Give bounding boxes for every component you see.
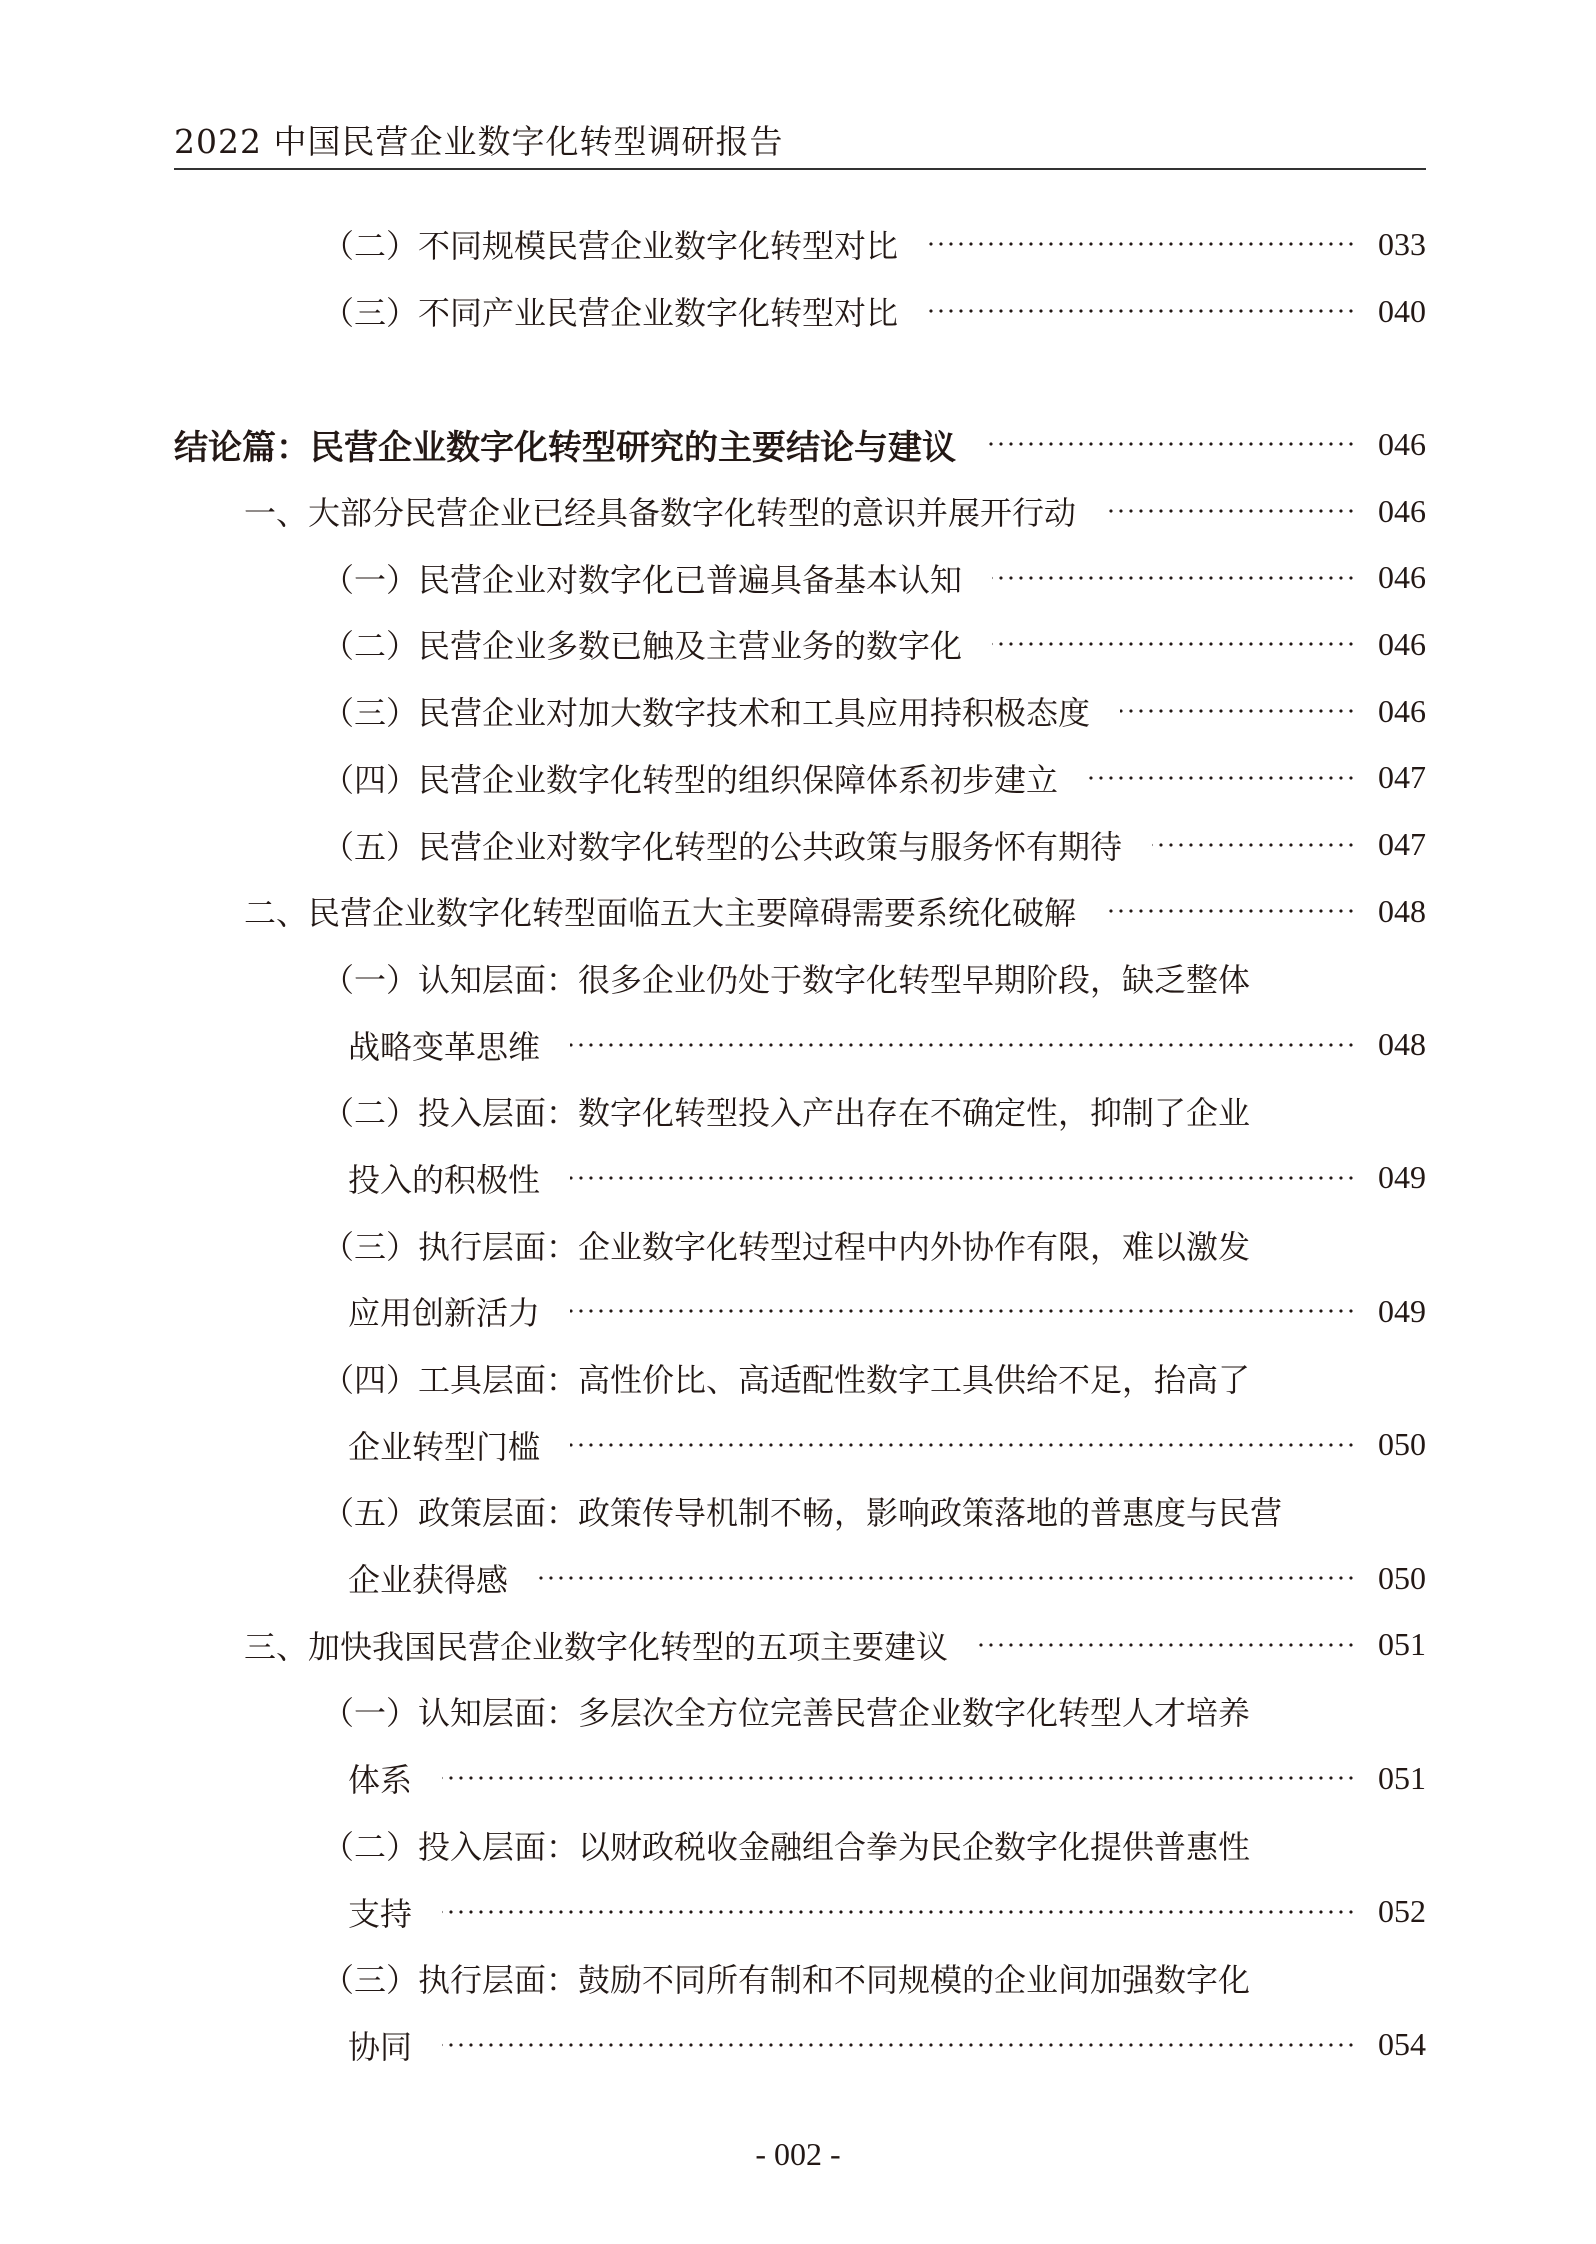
toc-page-number: 051 (1378, 1626, 1426, 1663)
toc-page-number: 033 (1378, 225, 1426, 262)
toc-subsection-entry[interactable] (174, 1211, 1426, 1344)
toc-entry-title: 结论篇：民营企业数字化转型研究的主要结论与建议 (174, 427, 956, 468)
toc-page-number: 048 (1378, 1026, 1426, 1063)
page-number: - 002 - (755, 2136, 841, 2172)
toc-subsection-entry[interactable] (174, 1345, 1426, 1478)
toc-section-entry[interactable] (174, 1611, 1426, 1678)
dot-leader (1120, 708, 1356, 714)
dot-leader (570, 1308, 1356, 1314)
toc-section-entry[interactable] (174, 878, 1426, 945)
dot-leader (992, 575, 1356, 581)
dot-leader (538, 1575, 1356, 1581)
toc-entry-title: 二、民营企业数字化转型面临五大主要障碍需要系统化破解 (244, 894, 1077, 933)
toc-entry-title: （三）执行层面：企业数字化转型过程中内外协作有限，难以激发 (322, 1227, 1251, 1266)
toc-page-number: 047 (1378, 759, 1426, 796)
toc-subsection-entry[interactable] (174, 278, 1426, 345)
toc-subsection-entry[interactable] (174, 1678, 1426, 1811)
toc-entry-title: （三）执行层面：鼓励不同所有制和不同规模的企业间加强数字化 (322, 1961, 1251, 2000)
dot-leader (1152, 842, 1356, 848)
toc-entry-title: （二）投入层面：数字化转型投入产出存在不确定性，抑制了企业 (322, 1094, 1251, 1133)
dot-leader (442, 2042, 1356, 2048)
table-of-contents (174, 211, 1426, 2078)
dot-leader (570, 1175, 1356, 1181)
running-header: 2022 中国民营企业数字化转型调研报告 (174, 122, 784, 161)
toc-page-number: 046 (1378, 492, 1426, 529)
toc-subsection-entry[interactable] (174, 211, 1426, 278)
toc-entry-title: 三、加快我国民营企业数字化转型的五项主要建议 (244, 1627, 949, 1666)
toc-subsection-entry[interactable] (174, 811, 1426, 878)
toc-page-number: 047 (1378, 826, 1426, 863)
toc-entry-title: 应用创新活力 (348, 1294, 541, 1333)
toc-subsection-entry[interactable] (174, 945, 1426, 1078)
dot-leader (978, 1642, 1356, 1648)
toc-entry-title: 企业转型门槛 (348, 1427, 541, 1466)
dot-leader (928, 308, 1356, 314)
toc-entry-title: （三）民营企业对加大数字技术和工具应用持积极态度 (322, 694, 1091, 733)
toc-entry-title: 战略变革思维 (348, 1027, 541, 1066)
toc-subsection-entry[interactable] (174, 1078, 1426, 1211)
dot-leader (1088, 775, 1356, 781)
toc-page-number: 049 (1378, 1292, 1426, 1329)
toc-page-number: 054 (1378, 2026, 1426, 2063)
toc-entry-title: （五）政策层面：政策传导机制不畅，影响政策落地的普惠度与民营 (322, 1494, 1283, 1533)
section-gap (174, 344, 1426, 411)
toc-entry-title: （五）民营企业对数字化转型的公共政策与服务怀有期待 (322, 827, 1123, 866)
toc-page-number: 040 (1378, 292, 1426, 329)
toc-entry-title: 支持 (348, 1894, 413, 1933)
toc-section-entry[interactable] (174, 478, 1426, 545)
toc-page-number: 046 (1378, 425, 1426, 462)
dot-leader (570, 1042, 1356, 1048)
toc-page-number: 049 (1378, 1159, 1426, 1196)
dot-leader (928, 241, 1356, 247)
toc-entry-title: 一、大部分民营企业已经具备数字化转型的意识并展开行动 (244, 494, 1077, 533)
toc-page-number: 046 (1378, 559, 1426, 596)
dot-leader (992, 641, 1356, 647)
toc-subsection-entry[interactable] (174, 745, 1426, 812)
toc-entry-title: （一）认知层面：多层次全方位完善民营企业数字化转型人才培养 (322, 1694, 1251, 1733)
toc-entry-title: （一）认知层面：很多企业仍处于数字化转型早期阶段，缺乏整体 (322, 960, 1251, 999)
toc-entry-title: （四）民营企业数字化转型的组织保障体系初步建立 (322, 760, 1059, 799)
toc-entry-title: （二）不同规模民营企业数字化转型对比 (322, 227, 899, 266)
header-rule (174, 168, 1426, 170)
toc-page-number: 046 (1378, 692, 1426, 729)
toc-entry-title: （三）不同产业民营企业数字化转型对比 (322, 294, 899, 333)
toc-page-number: 050 (1378, 1559, 1426, 1596)
toc-page-number: 051 (1378, 1759, 1426, 1796)
toc-entry-title: （四）工具层面：高性价比、高适配性数字工具供给不足，抬高了 (322, 1361, 1251, 1400)
toc-page-number: 052 (1378, 1893, 1426, 1930)
toc-part-entry[interactable] (174, 411, 1426, 478)
dot-leader (986, 441, 1356, 447)
dot-leader (442, 1909, 1356, 1915)
dot-leader (442, 1775, 1356, 1781)
toc-subsection-entry[interactable] (174, 1812, 1426, 1945)
toc-entry-title: 体系 (348, 1761, 413, 1800)
toc-entry-title: 投入的积极性 (348, 1160, 541, 1199)
toc-entry-title: （一）民营企业对数字化已普遍具备基本认知 (322, 560, 963, 599)
dot-leader (570, 1442, 1356, 1448)
toc-entry-title: （二）投入层面：以财政税收金融组合拳为民企数字化提供普惠性 (322, 1827, 1251, 1866)
toc-subsection-entry[interactable] (174, 1945, 1426, 2078)
toc-page-number: 050 (1378, 1426, 1426, 1463)
toc-entry-title: 企业获得感 (348, 1561, 509, 1600)
toc-subsection-entry[interactable] (174, 678, 1426, 745)
toc-subsection-entry[interactable] (174, 1478, 1426, 1611)
dot-leader (1106, 908, 1356, 914)
dot-leader (1106, 508, 1356, 514)
toc-entry-title: 协同 (348, 2027, 413, 2066)
toc-subsection-entry[interactable] (174, 544, 1426, 611)
toc-page-number: 046 (1378, 625, 1426, 662)
toc-page-number: 048 (1378, 892, 1426, 929)
toc-entry-title: （二）民营企业多数已触及主营业务的数字化 (322, 627, 963, 666)
toc-subsection-entry[interactable] (174, 611, 1426, 678)
